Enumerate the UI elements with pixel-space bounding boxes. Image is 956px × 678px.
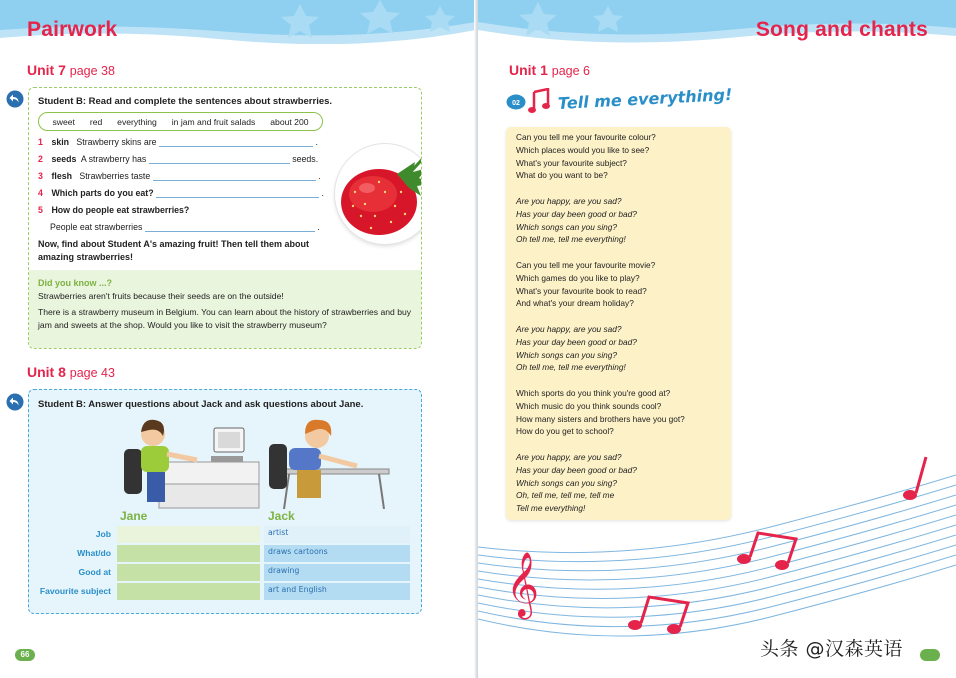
did-you-know-panel [29,270,422,349]
col-jack-header: Jack [268,509,295,523]
table-row: Good at drawing [32,564,410,581]
page-title: Pairwork [27,18,118,41]
audio-track-icon[interactable] [506,94,526,110]
jane-cell[interactable] [117,583,260,600]
music-note-icon [528,88,552,116]
jane-cell[interactable] [117,545,260,562]
question-1: 1 skin Strawberry skins are . [38,137,318,147]
back-arrow-icon[interactable] [6,90,24,108]
question-5-answer: People eat strawberries . [50,222,320,232]
lyrics-stanza: Which sports do you think you're good at? Which music do you think sounds cool? How many sisters and brothers have you got? How do you get to school? [516,388,685,437]
treble-clef-icon: 𝄞 [506,552,540,617]
unit7-instruction: Student B: Read and complete the sentences about strawberries. [38,96,333,107]
lyrics-stanza: Can you tell me your favourite colour? Which places would you like to see? What's your favourite subject? What do you want to be? [516,132,656,181]
song-title: Tell me everything! [557,84,733,113]
word-box-item: in jam and fruit salads [171,116,256,127]
unit8-activity-box [28,389,422,614]
unit7-page: page 38 [69,64,115,78]
jack-cell: drawing [264,564,410,581]
lyrics-chorus: Are you happy, are you sad? Has your day been good or bad? Which songs can you sing? Oh tell me, tell me everything! [516,324,637,373]
unit8-page: page 43 [69,366,115,380]
song-unit-page: page 6 [551,64,591,78]
jack-cell: art and English [264,583,410,600]
back-arrow-icon[interactable] [6,393,24,411]
did-you-know-fact: Strawberries aren't fruits because their seeds are on the outside! [38,291,284,301]
question-4: 4 Which parts do you eat? . [38,188,324,198]
table-row: Favourite subject art and English [32,583,410,600]
jane-cell[interactable] [117,564,260,581]
question-5: 5 How do people eat strawberries? [38,205,190,215]
kids-illustration [119,414,409,509]
did-you-know-text: There is a strawberry museum in Belgium. You can learn about the history of strawberries and buy jam and sweets at the shop. Would you like to visit the strawberry museum? [38,307,412,330]
answer-line[interactable] [156,189,319,198]
answer-line[interactable] [159,138,313,147]
word-box [38,112,323,131]
word-box-item: red [89,116,103,127]
question-2: 2 seeds A strawberry has seeds. [38,154,319,164]
unit7-activity-box [28,87,422,349]
page-title: Song and chants [755,18,928,41]
jane-cell[interactable] [117,526,260,543]
page-number: 66 [15,649,35,661]
jack-cell: draws cartoons [264,545,410,562]
unit7-label: Unit 7 [27,62,66,78]
song-title-row [506,84,736,124]
answer-line[interactable] [145,223,315,232]
unit7-heading [27,62,115,78]
word-box-item: everything [117,116,157,127]
question-3: 3 flesh Strawberries taste . [38,171,321,181]
answer-line[interactable] [153,172,316,181]
jack-cell: artist [264,526,410,543]
unit8-label: Unit 8 [27,364,66,380]
table-row: Job artist [32,526,410,543]
find-instruction: Now, find about Student A's amazing fruit! Then tell them about amazing strawberries! [38,239,309,262]
lyrics-stanza: Can you tell me your favourite movie? Which games do you like to play? What's your favourite book to read? And what's your dream holiday? [516,260,656,309]
word-box-item: about 200 [270,116,309,127]
table-row: What/do draws cartoons [32,545,410,562]
svg-text:02: 02 [512,100,520,107]
lyrics-chorus: Are you happy, are you sad? Has your day been good or bad? Which songs can you sing? Oh tell me, tell me everything! [516,196,637,245]
lyrics-chorus: Are you happy, are you sad? Has your day been good or bad? Which songs can you sing? Oh, tell me, tell me, tell me Tell me everything! [516,452,637,514]
watermark: 头条 @汉森英语 [760,638,904,660]
strawberry-image [335,144,422,244]
answer-line[interactable] [149,155,290,164]
song-unit-heading [509,62,590,78]
did-you-know-title: Did you know ...? [38,278,112,288]
unit8-instruction: Student B: Answer questions about Jack and ask questions about Jane. [38,399,364,410]
col-jane-header: Jane [120,509,148,523]
song-unit-label: Unit 1 [509,62,548,78]
word-box-item: sweet [52,116,75,127]
page-number-badge [920,649,940,661]
unit8-heading [27,364,115,380]
